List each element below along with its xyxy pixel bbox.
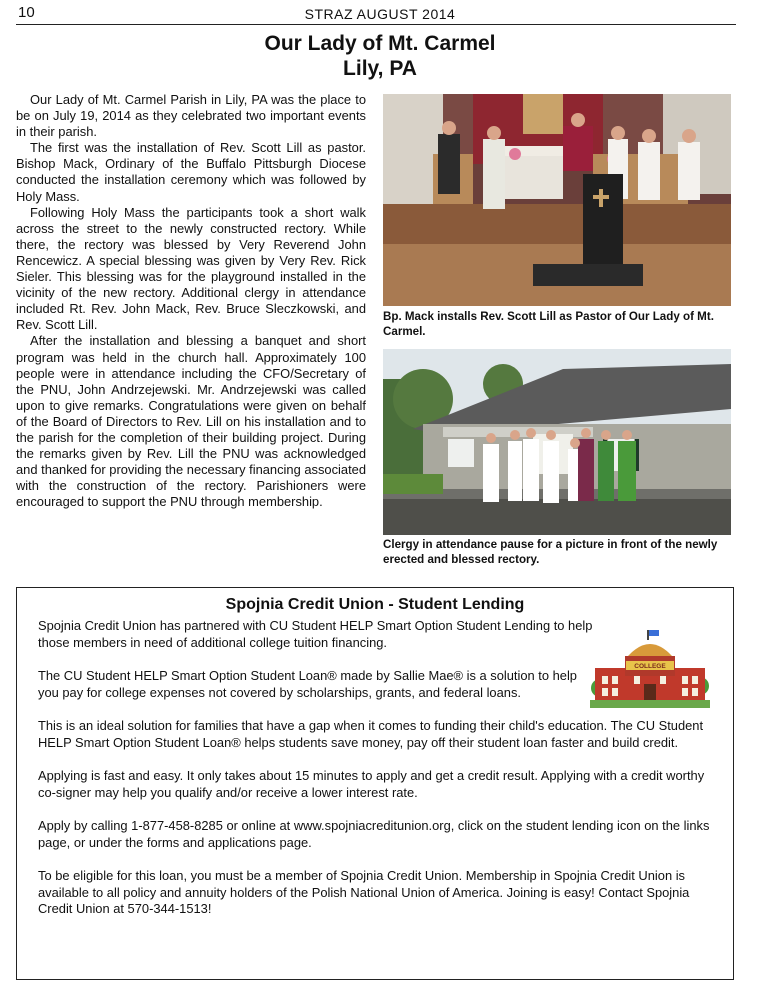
installation-photo-caption: Bp. Mack installs Rev. Scott Lill as Pastor of Our Lady of Mt. Carmel. — [383, 310, 714, 338]
article-paragraph: Following Holy Mass the participants took a short walk across the street to the newly constructed rectory. While there, the rectory was blessed by Very Reverend John Rencewicz. A special blessing was given by Very Rev. Rick Sieler. This blessing was for the playground installed in the vicinity of the new rectory. Additional clergy in attendance included Rt. Rev. John Mack, Rev. Bruce Sleczkowski, and Rev. Scott Lill. — [16, 204, 366, 333]
ad-paragraph: Spojnia Credit Union has partnered with CU Student HELP Smart Option Student Lending to help those members in need of additional college tuition financing. — [38, 618, 593, 650]
college-sign-text: COLLEGE — [634, 663, 666, 670]
article-title-line1: Our Lady of Mt. Carmel — [264, 32, 496, 55]
article-paragraph: After the installation and blessing a banquet and short program was held in the church hall. Approximately 100 people were in attendance including the CFO/Secretary of the PNU, John Andrzejewski. Mr. Andrzejewski was called upon to give remarks. Congratulations were given on behalf of the Board of Directors to Rev. Lill on his installation and to the parish for the completion of their building project. During the remarks given by Rev. Lill the PNU was acknowledged and thanked for providing the necessary financing associated with the construction of the rectory. Parishioners were encouraged to support the PNU through membership. — [16, 333, 366, 510]
page-number: 10 — [18, 4, 35, 21]
ad-text — [38, 618, 718, 935]
article-body — [16, 92, 366, 510]
running-header: STRAZ AUGUST 2014 — [304, 6, 456, 22]
article-paragraph: Our Lady of Mt. Carmel Parish in Lily, PA was the place to be on July 19, 2014 as they celebrated two important events in their parish. — [16, 92, 366, 140]
header-rule — [16, 24, 736, 25]
installation-photo-image — [383, 94, 731, 306]
installation-photo — [383, 94, 731, 306]
ad-paragraph: To be eligible for this loan, you must be a member of Spojnia Credit Union. Membership in Spojnia Credit Union is available to all policy and annuity holders of the Polish National Union of America. Joining is easy! Contact Spojnia Credit Union at 570-344-1513! — [38, 868, 690, 916]
article-title-line2: Lily, PA — [343, 57, 417, 80]
article-paragraph: The first was the installation of Rev. Scott Lill as pastor. Bishop Mack, Ordinary of the Buffalo Pittsburgh Diocese conducted the installation ceremony which was followed by Holy Mass. — [16, 140, 366, 204]
ad-paragraph: Apply by calling 1-877-458-8285 or online at www.spojniacreditunion.org, click on the student lending icon on the links page, or under the forms and applications page. — [38, 818, 710, 850]
ad-paragraph: Applying is fast and easy. It only takes about 15 minutes to apply and get a credit result. Applying with a credit worthy co-signer may help you qualify and/or receive a lower interest rate. — [38, 768, 705, 800]
credit-union-ad — [16, 587, 734, 980]
article-title — [0, 31, 760, 81]
ad-paragraph: The CU Student HELP Smart Option Student Loan® made by Sallie Mae® is a solution to help you pay for college expenses not covered by scholarships, grants, and federal loans. — [38, 668, 577, 700]
ad-paragraph: This is an ideal solution for families that have a gap when it comes to funding their child's education. The CU Student HELP Smart Option Student Loan® helps students save money, pay off their student loan faster and build credit. — [38, 718, 704, 750]
rectory-photo-image — [383, 349, 731, 535]
rectory-photo — [383, 349, 731, 535]
ad-title: Spojnia Credit Union - Student Lending — [225, 596, 525, 613]
rectory-photo-caption: Clergy in attendance pause for a picture in front of the newly erected and blessed rectory. — [383, 538, 718, 566]
